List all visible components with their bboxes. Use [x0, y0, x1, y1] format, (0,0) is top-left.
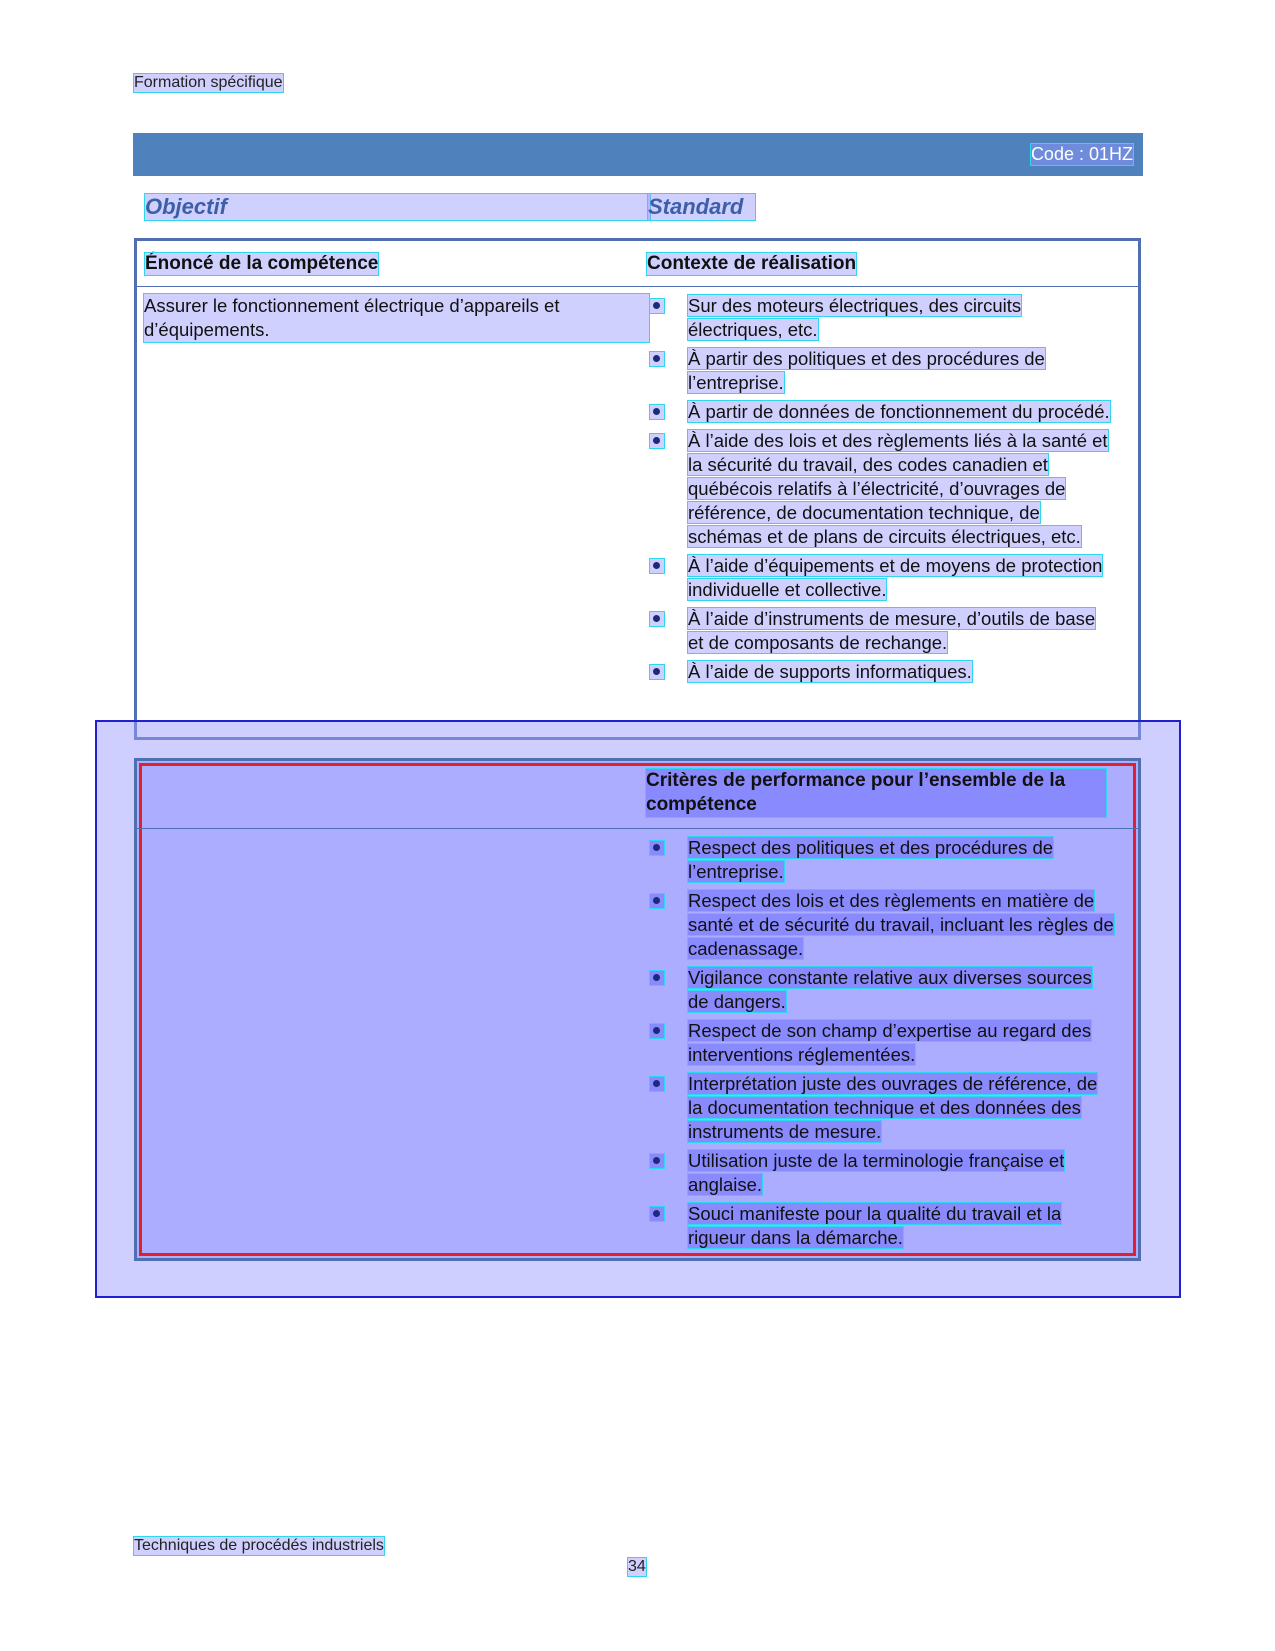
page-number: 34	[628, 1558, 646, 1575]
contexte-list	[650, 294, 1110, 689]
bullet-icon	[650, 299, 664, 313]
bullet-icon	[650, 841, 664, 855]
list-item: Souci manifeste pour la qualité du travail et la rigueur dans la démarche.	[650, 1202, 1115, 1250]
footer-program-name: Techniques de procédés industriels	[134, 1537, 384, 1554]
bullet-icon	[650, 559, 664, 573]
list-item: Respect des politiques et des procédures de l’entreprise.	[650, 836, 1115, 884]
list-item: À partir de données de fonctionnement du procédé.	[650, 400, 1110, 424]
header-program-label: Formation spécifique	[134, 74, 283, 91]
enonce-text: Assurer le fonctionnement électrique d’appareils et d’équipements.	[144, 294, 649, 342]
bullet-icon	[650, 1077, 664, 1091]
criteres-header: Critères de performance pour l’ensemble de la compétence	[646, 769, 1106, 817]
objectif-heading: Objectif	[145, 194, 650, 220]
contexte-header: Contexte de réalisation	[647, 253, 857, 274]
list-item: Interprétation juste des ouvrages de référence, de la documentation technique et des données des instruments de mesure.	[650, 1072, 1115, 1144]
standard-heading: Standard	[648, 194, 755, 220]
bullet-icon	[650, 1154, 664, 1168]
list-item: À partir des politiques et des procédures de l’entreprise.	[650, 347, 1110, 395]
list-item: À l’aide d’équipements et de moyens de protection individuelle et collective.	[650, 554, 1110, 602]
list-item: Respect des lois et des règlements en matière de santé et de sécurité du travail, incluant les règles de cadenassage.	[650, 889, 1115, 961]
criteres-list	[650, 836, 1115, 1255]
table-divider	[137, 828, 1138, 829]
code-banner	[133, 133, 1143, 176]
list-item: À l’aide d’instruments de mesure, d’outils de base et de composants de rechange.	[650, 607, 1110, 655]
bullet-icon	[650, 434, 664, 448]
list-item: Utilisation juste de la terminologie française et anglaise.	[650, 1149, 1115, 1197]
bullet-icon	[650, 971, 664, 985]
bullet-icon	[650, 612, 664, 626]
bullet-icon	[650, 1207, 664, 1221]
competency-code: Code : 01HZ	[1030, 144, 1133, 164]
bullet-icon	[650, 665, 664, 679]
enonce-header: Énoncé de la compétence	[145, 253, 379, 274]
bullet-icon	[650, 352, 664, 366]
table-divider	[137, 286, 1138, 287]
bullet-icon	[650, 1024, 664, 1038]
list-item: Vigilance constante relative aux diverses sources de dangers.	[650, 966, 1115, 1014]
bullet-icon	[650, 894, 664, 908]
list-item: À l’aide des lois et des règlements liés à la santé et la sécurité du travail, des codes canadien et québécois relatifs à l’électricité, d’ouvrages de référence, de documentation technique, de schémas et de plans de circuits électriques, etc.	[650, 429, 1110, 549]
list-item: Respect de son champ d’expertise au regard des interventions réglementées.	[650, 1019, 1115, 1067]
list-item: À l’aide de supports informatiques.	[650, 660, 1110, 684]
bullet-icon	[650, 405, 664, 419]
list-item: Sur des moteurs électriques, des circuits électriques, etc.	[650, 294, 1110, 342]
